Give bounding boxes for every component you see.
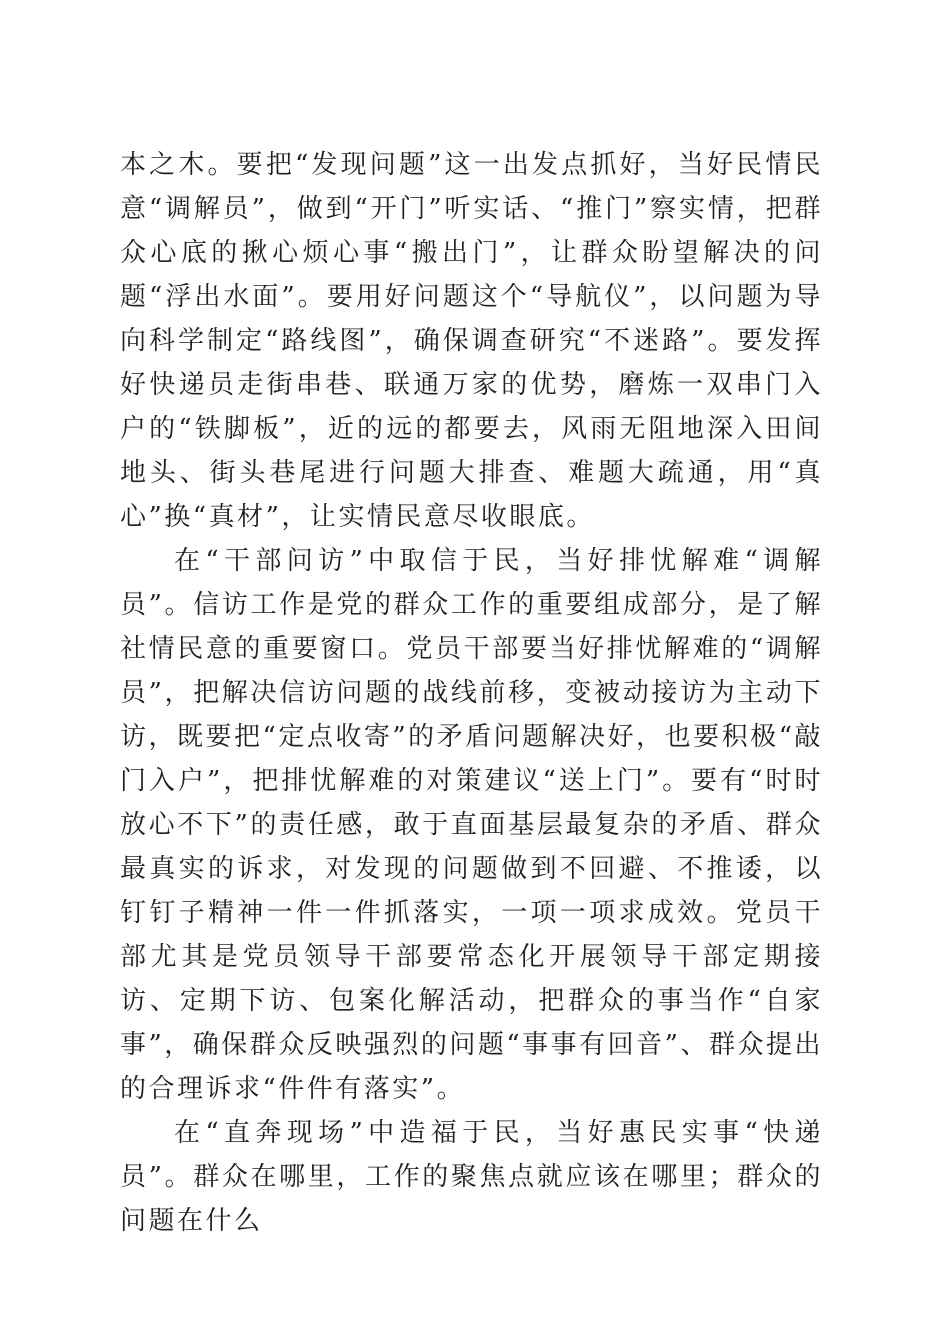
paragraph-on-site: 在“直奔现场”中造福于民，当好惠民实事“快递员”。群众在哪里，工作的聚焦点就应该在哪里；群众的问题在什么 xyxy=(120,1118,823,1236)
document-body xyxy=(120,143,823,1243)
paragraph-cadre-visits: 在“干部问访”中取信于民，当好排忧解难“调解员”。信访工作是党的群众工作的重要组成部分，是了解社情民意的重要窗口。党员干部要当好排忧解难的“调解员”，把解决信访问题的战线前移，变被动接访为主动下访，既要把“定点收寄”的矛盾问题解决好，也要积极“敲门入户”，把排忧解难的对策建议“送上门”。要有“时时放心不下”的责任感，敢于直面基层最复杂的矛盾、群众最真实的诉求，对发现的问题做到不回避、不推诿，以钉钉子精神一件一件抓落实，一项一项求成效。党员干部尤其是党员领导干部要常态化开展领导干部定期接访、定期下访、包案化解活动，把群众的事当作“自家事”，确保群众反映强烈的问题“事事有回音”、群众提出的合理诉求“件件有落实”。 xyxy=(120,546,823,1104)
paragraph-continuation: 本之木。要把“发现问题”这一出发点抓好，当好民情民意“调解员”，做到“开门”听实话、“推门”察实情，把群众心底的揪心烦心事“搬出门”，让群众盼望解决的问题“浮出水面”。要用好问题这个“导航仪”，以问题为导向科学制定“路线图”，确保调查研究“不迷路”。要发挥好快递员走街串巷、联通万家的优势，磨炼一双串门入户的“铁脚板”，近的远的都要去，风雨无阻地深入田间地头、街头巷尾进行问题大排查、难题大疏通，用“真心”换“真材”，让实情民意尽收眼底。 xyxy=(120,150,823,532)
